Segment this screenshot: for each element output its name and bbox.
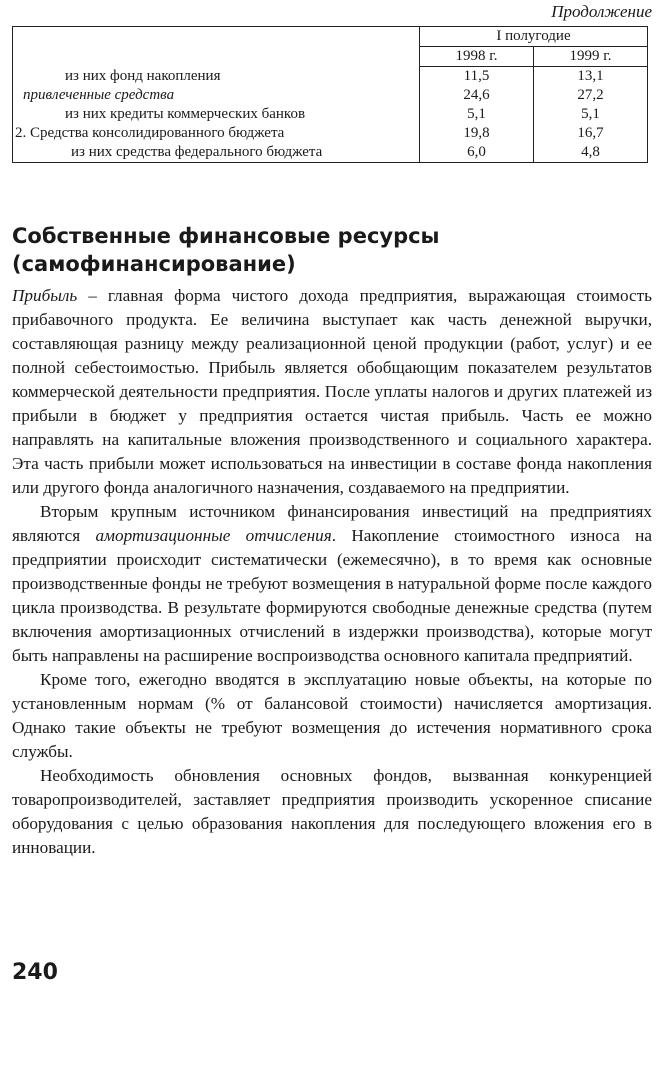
table-header-row — [13, 27, 648, 47]
paragraph-depreciation-rest: . Накопление стоимостного износа на предприятии происходит систематически (ежемесячно), в то время как основные производственные фонды не требуют возмещения в натуральной форме после каждого цикла производства. В результате формируются свободные денежные средства (путем включения амортизационных отчислений в издержки производства), которые могут быть направлены на расширение воспроизводства основного капитала предприятий. — [12, 526, 652, 665]
section-heading — [12, 222, 652, 278]
heading-line-2: (самофинансирование) — [12, 252, 296, 276]
table-row — [13, 124, 648, 143]
value-1998: 11,5 — [420, 67, 534, 87]
value-1999: 4,8 — [534, 143, 648, 163]
period-header: I полугодие — [420, 27, 648, 47]
paragraph-profit — [12, 284, 652, 500]
page-number: 240 — [12, 960, 58, 985]
value-1998: 6,0 — [420, 143, 534, 163]
row-label: из них фонд накопления — [13, 67, 420, 87]
table-row — [13, 86, 648, 105]
data-table — [12, 26, 648, 163]
row-label: из них средства федерального бюджета — [13, 143, 420, 163]
paragraph-depreciation-start: Вторым крупным источником финансирования инвестиций на предприятиях являются — [12, 502, 652, 545]
value-1998: 24,6 — [420, 86, 534, 105]
paragraph-new-objects: Кроме того, ежегодно вводятся в эксплуатацию новые объекты, на которые по установленным нормам (% от балансовой стоимости) начисляется амортизация. Однако такие объекты не требуют возмещения до истечения нормативного срока службы. — [12, 670, 652, 761]
continuation-label: Продолжение — [551, 2, 652, 21]
paragraph-renewal: Необходимость обновления основных фондов, вызванная конкуренцией товаропроизводителей, заставляет предприятия производить ускоренное списание оборудования с целью образования накопления для последующего вложения его в инновации. — [12, 766, 652, 857]
value-1999: 27,2 — [534, 86, 648, 105]
paragraph-depreciation — [12, 500, 652, 668]
value-1999: 16,7 — [534, 124, 648, 143]
value-1999: 5,1 — [534, 105, 648, 124]
year-header-1999: 1999 г. — [534, 47, 648, 67]
value-1999: 13,1 — [534, 67, 648, 87]
table-row — [13, 105, 648, 124]
row-label: из них кредиты коммерческих банков — [13, 105, 420, 124]
value-1998: 19,8 — [420, 124, 534, 143]
table-row — [13, 67, 648, 87]
table-row — [13, 143, 648, 163]
value-1998: 5,1 — [420, 105, 534, 124]
paragraph-profit-text: – главная форма чистого дохода предприятия, выражающая стоимость прибавочного продукта. Ее величина выступает как часть денежной выручки, составляющая разницу между реализационной ценой продукции (работ, услуг) и ее полной себестоимостью. Прибыль является обобщающим показателем результатов коммерческой деятельности предприятия. После уплаты налогов и других платежей из прибыли в бюджет у предприятия остается чистая прибыль. Часть ее можно направлять на капитальные вложения производственного и социального характера. Эта часть прибыли может использоваться на инвестиции в составе фонда накопления или другого фонда аналогичного назначения, создаваемого на предприятии. — [12, 286, 652, 497]
year-header-1998: 1998 г. — [420, 47, 534, 67]
table-header-empty — [13, 27, 420, 67]
body-text — [12, 284, 652, 860]
row-label: 2. Средства консолидированного бюджета — [13, 124, 420, 143]
term-depreciation: амортизационные отчисления — [95, 526, 332, 545]
term-profit: Прибыль — [12, 286, 78, 305]
heading-line-1: Собственные финансовые ресурсы — [12, 224, 440, 248]
row-label: привлеченные средства — [13, 86, 420, 105]
